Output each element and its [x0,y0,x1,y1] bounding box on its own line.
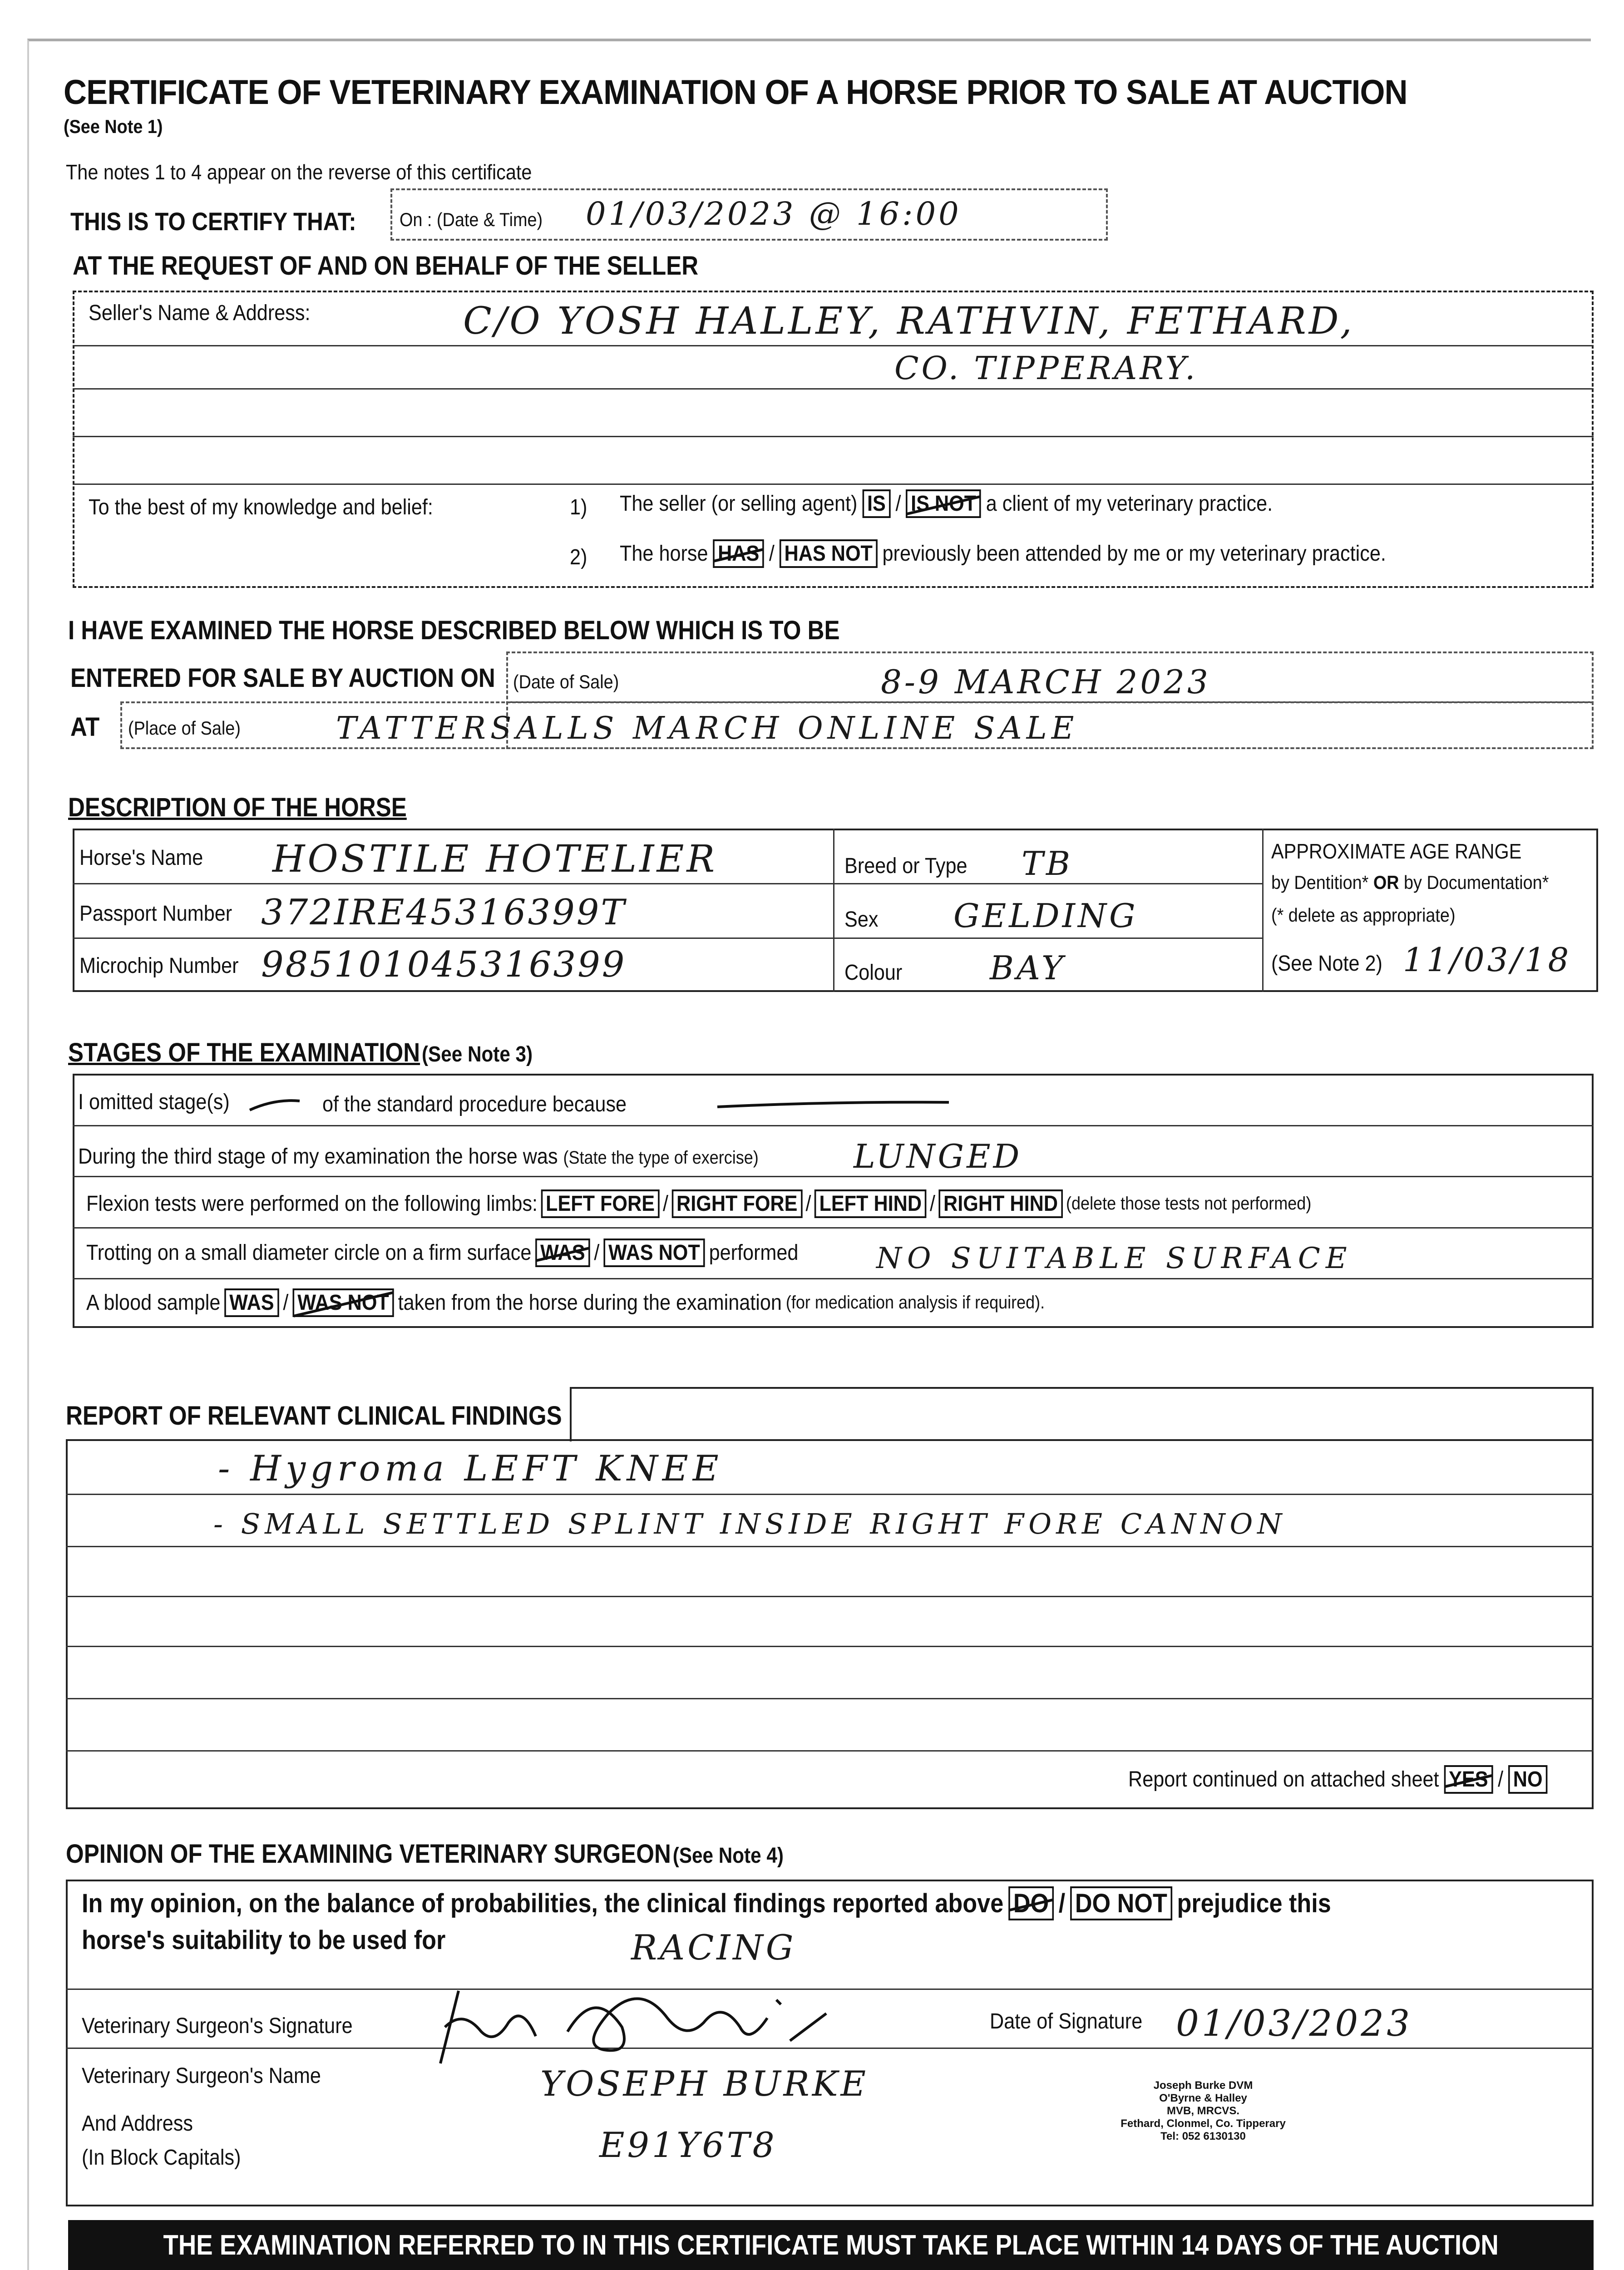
separator: / [283,1291,289,1315]
age-see-note: (See Note 2) [1271,952,1382,976]
knowledge-2-prefix: The horse [620,542,708,566]
on-date-label: On : (Date & Time) [400,209,543,230]
certify-label: THIS IS TO CERTIFY THAT: [70,207,356,236]
third-stage-label: During the third stage of my examination the horse was [78,1145,558,1169]
stages-heading-text: STAGES OF THE EXAMINATION [68,1038,420,1067]
flexion-row [86,1189,1311,1218]
seller-label: Seller's Name & Address: [89,301,311,325]
address-label-2: (In Block Capitals) [82,2146,241,2170]
age-delete-note: (* delete as appropriate) [1271,904,1456,926]
limb-right-fore[interactable]: RIGHT FORE [671,1189,802,1218]
place-of-sale-label: (Place of Sale) [128,717,241,739]
notes-line: The notes 1 to 4 appear on the reverse of this certificate [66,160,532,184]
knowledge-2-suffix: previously been attended by me or my veterinary practice. [882,542,1386,566]
signature-label: Veterinary Surgeon's Signature [82,2014,353,2038]
dash-mark-icon [247,1096,302,1115]
suitability-use-value: RACING [631,1927,796,1968]
opinion-statement [82,1886,1331,1920]
separator: / [895,492,901,516]
blood-row [86,1288,1045,1317]
third-stage-note: (State the type of exercise) [563,1148,759,1168]
microchip-label: Microchip Number [79,954,239,978]
is-not-option[interactable]: IS NOT [906,489,981,518]
blank-line-icon [715,1098,951,1111]
seller-line-2: CO. TIPPERARY. [894,350,1198,387]
sex-value: GELDING [953,897,1138,935]
opinion-text-suffix: prejudice this [1177,1889,1331,1918]
knowledge-item-2 [620,539,1386,568]
knowledge-1-suffix: a client of my veterinary practice. [986,492,1273,516]
finding-2: - SMALL SETTLED SPLINT INSIDE RIGHT FORE CANNON [213,1507,1287,1540]
separator: / [930,1192,936,1216]
stages-heading-note: (See Note 3) [421,1042,533,1066]
breed-value: TB [1022,844,1073,883]
colour-label: Colour [844,961,903,985]
description-heading: DESCRIPTION OF THE HORSE [68,793,407,822]
vet-name-value: YOSEPH BURKE [540,2063,869,2104]
stamp-line: Fethard, Clonmel, Co. Tipperary [1121,2117,1286,2130]
stamp-line: MVB, MRCVS. [1166,2105,1239,2117]
practice-stamp [1108,2079,1298,2143]
on-date-value: 01/03/2023 @ 16:00 [586,195,962,232]
findings-heading-box [570,1387,1594,1441]
breed-label: Breed or Type [844,854,967,878]
microchip-value: 985101045316399 [261,944,627,985]
stamp-line: Tel: 052 6130130 [1160,2130,1246,2142]
separator: / [663,1192,669,1216]
age-heading: APPROXIMATE AGE RANGE [1271,839,1522,863]
omitted-suffix: of the standard procedure because [322,1092,627,1116]
age-or: OR [1373,872,1399,893]
sex-label: Sex [844,908,879,932]
findings-heading: REPORT OF RELEVANT CLINICAL FINDINGS [66,1401,562,1431]
request-heading: AT THE REQUEST OF AND ON BEHALF OF THE SELLER [73,251,699,281]
blood-was-not-option[interactable]: WAS NOT [292,1288,394,1317]
age-value: 11/03/18 [1403,941,1572,979]
horse-name-label: Horse's Name [79,846,203,870]
limb-left-hind[interactable]: LEFT HIND [814,1189,927,1218]
date-of-signature-label: Date of Signature [990,2009,1143,2033]
continued-yes-option[interactable]: YES [1444,1765,1493,1794]
stamp-line: O'Byrne & Halley [1159,2092,1247,2104]
trot-row [86,1239,798,1267]
has-option[interactable]: HAS [713,539,764,568]
separator: / [805,1192,811,1216]
vet-address-value: E91Y6T8 [599,2125,777,2165]
knowledge-label: To the best of my knowledge and belief: [89,495,433,519]
trot-suffix: performed [709,1241,799,1265]
continued-label: Report continued on attached sheet [1128,1767,1439,1791]
opinion-heading-note: (See Note 4) [672,1844,784,1868]
seller-line-1: C/O YOSH HALLEY, RATHVIN, FETHARD, [463,300,1355,343]
trot-prefix: Trotting on a small diameter circle on a firm surface [86,1241,532,1265]
continued-no-option[interactable]: NO [1508,1765,1547,1794]
blood-was-option[interactable]: WAS [224,1288,279,1317]
opinion-text-prefix: In my opinion, on the balance of probabilities, the clinical findings reported above [82,1889,1004,1918]
at-label: AT [70,712,100,742]
blood-note: (for medication analysis if required). [785,1293,1045,1313]
knowledge-1-prefix: The seller (or selling agent) [620,492,858,516]
footer-banner [68,2220,1594,2270]
third-stage-value: LUNGED [854,1137,1022,1175]
age-by-documentation: by Documentation* [1399,872,1549,893]
do-not-option[interactable]: DO NOT [1070,1886,1172,1920]
examined-line-2: ENTERED FOR SALE BY AUCTION ON [70,663,495,693]
third-stage [78,1144,759,1169]
has-not-option[interactable]: HAS NOT [780,539,878,568]
stages-heading [68,1037,533,1068]
see-note-1: (See Note 1) [64,116,163,137]
vet-name-label: Veterinary Surgeon's Name [82,2064,321,2088]
continued-row [1128,1765,1547,1794]
horse-name-value: HOSTILE HOTELIER [272,838,718,881]
limb-right-hind[interactable]: RIGHT HIND [938,1189,1063,1218]
age-by-dentition: by Dentition* [1271,872,1373,893]
date-of-sale-value: 8-9 MARCH 2023 [881,663,1211,701]
date-of-sale-label: (Date of Sale) [513,671,619,692]
stamp-line: Joseph Burke DVM [1153,2079,1253,2092]
opinion-heading-text: OPINION OF THE EXAMINING VETERINARY SURGEON [66,1839,671,1869]
certificate-title: CERTIFICATE OF VETERINARY EXAMINATION OF A HORSE PRIOR TO SALE AT AUCTION [64,73,1407,112]
passport-value: 372IRE45316399T [261,892,627,933]
opinion-text-line-2: horse's suitability to be used for [82,1925,446,1955]
is-option[interactable]: IS [862,489,890,518]
omitted-prefix: I omitted stage(s) [78,1090,230,1114]
passport-label: Passport Number [79,902,232,926]
knowledge-item-1 [620,489,1273,518]
trot-was-option[interactable]: WAS [535,1239,590,1267]
signature-mark [431,1973,840,2073]
finding-1: - Hygroma LEFT KNEE [218,1448,723,1489]
trot-reason-value: NO SUITABLE SURFACE [876,1242,1353,1275]
examined-line-1: I HAVE EXAMINED THE HORSE DESCRIBED BELOW WHICH IS TO BE [68,616,840,645]
separator: / [1058,1889,1066,1918]
date-of-signature-value: 01/03/2023 [1176,2002,1413,2044]
knowledge-1-num: 1) [570,495,587,519]
blood-prefix: A blood sample [86,1291,221,1315]
separator: / [769,542,775,566]
opinion-heading [66,1839,784,1869]
footer-text: THE EXAMINATION REFERRED TO IN THIS CERTIFICATE MUST TAKE PLACE WITHIN 14 DAYS OF THE AUCTION [163,2229,1499,2261]
knowledge-2-num: 2) [570,545,587,569]
flexion-label: Flexion tests were performed on the following limbs: [86,1192,538,1216]
place-of-sale-value: TATTERSALLS MARCH ONLINE SALE [336,711,1079,746]
blood-suffix: taken from the horse during the examination [398,1291,782,1315]
flexion-note: (delete those tests not performed) [1066,1194,1312,1214]
limb-left-fore[interactable]: LEFT FORE [541,1189,660,1218]
trot-was-not-option[interactable]: WAS NOT [603,1239,705,1267]
separator: / [1498,1767,1504,1791]
address-label-1: And Address [82,2112,193,2136]
do-option[interactable]: DO [1008,1886,1054,1920]
separator: / [594,1241,600,1265]
age-method [1271,872,1549,893]
colour-value: BAY [990,949,1066,987]
